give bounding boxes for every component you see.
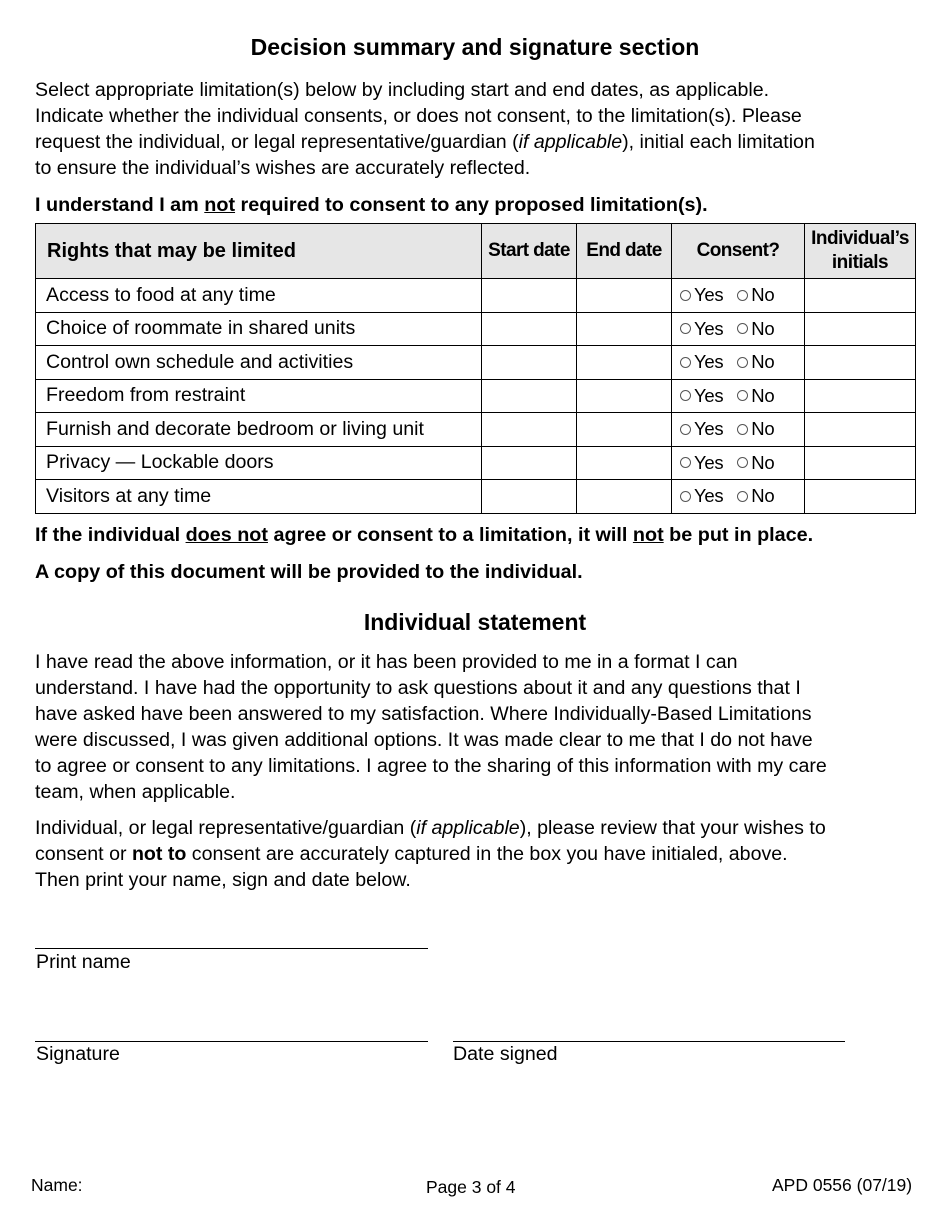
end-date-cell[interactable] [577, 446, 672, 480]
print-name-label: Print name [36, 951, 131, 973]
table-header-row [36, 224, 916, 279]
intro-line: request the individual, or legal representative/guardian ( [35, 131, 519, 153]
statement-line: were discussed, I was given additional options. It was made clear to me that I do not have [35, 729, 813, 751]
consent-no-option[interactable] [737, 452, 774, 474]
end-date-cell[interactable] [577, 312, 672, 346]
statement-line: ), please review that your wishes to [519, 817, 826, 839]
yes-label: Yes [694, 418, 724, 440]
consent-no-option[interactable] [737, 485, 774, 507]
end-date-cell[interactable] [577, 413, 672, 447]
header-consent: Consent? [672, 224, 805, 279]
radio-icon[interactable] [737, 491, 748, 502]
statement-line: understand. I have had the opportunity to ask questions about it and any questions that I [35, 677, 801, 699]
copy-notice: A copy of this document will be provided to the individual. [35, 561, 583, 583]
statement-line: team, when applicable. [35, 781, 236, 803]
print-name-field[interactable] [35, 948, 428, 949]
limitations-table [35, 223, 916, 514]
notice-text: be put in place. [663, 524, 814, 546]
table-row [36, 446, 916, 480]
start-date-cell[interactable] [482, 480, 577, 514]
no-label: No [751, 384, 775, 406]
statement-line: have asked have been answered to my satisfaction. Where Individually-Based Limitations [35, 703, 812, 725]
start-date-cell[interactable] [482, 379, 577, 413]
consent-options [672, 318, 804, 340]
intro-line: to ensure the individual’s wishes are accurately reflected. [35, 157, 531, 179]
table-row [36, 312, 916, 346]
consent-no-option[interactable] [737, 418, 774, 440]
table-row [36, 413, 916, 447]
yes-label: Yes [694, 485, 724, 507]
consent-no-option[interactable] [737, 318, 774, 340]
consent-no-option[interactable] [737, 351, 774, 373]
radio-icon[interactable] [680, 424, 691, 435]
start-date-cell[interactable] [482, 312, 577, 346]
statement-text: required to consent to any proposed limitation(s). [235, 194, 708, 216]
consent-options [672, 452, 804, 474]
consent-yes-option[interactable] [680, 452, 723, 474]
signature-label: Signature [36, 1043, 120, 1065]
consent-yes-option[interactable] [680, 385, 723, 407]
no-label: No [751, 317, 775, 339]
consent-cell [672, 279, 805, 313]
date-signed-label: Date signed [453, 1043, 558, 1065]
radio-icon[interactable] [737, 323, 748, 334]
start-date-cell[interactable] [482, 346, 577, 380]
statement-paragraph-2 [35, 815, 920, 893]
statement-underline: not [204, 194, 236, 216]
header-start-date: Start date [482, 224, 577, 279]
statement-line: Then print your name, sign and date below. [35, 869, 411, 891]
initials-cell[interactable] [805, 379, 916, 413]
individual-statement-title: Individual statement [363, 609, 587, 635]
radio-icon[interactable] [680, 457, 691, 468]
header-initials-line: Individual’s [811, 228, 909, 249]
statement-line: consent or [35, 843, 132, 865]
signature-field[interactable] [35, 1041, 428, 1042]
non-consent-notice [35, 523, 925, 547]
statement-emphasis: if applicable [416, 817, 520, 839]
consent-cell [672, 312, 805, 346]
no-label: No [751, 485, 775, 507]
statement-line: I have read the above information, or it has been provided to me in a format I can [35, 651, 738, 673]
intro-emphasis: if applicable [518, 131, 623, 153]
consent-no-option[interactable] [737, 385, 774, 407]
table-row [36, 480, 916, 514]
right-name: Furnish and decorate bedroom or living unit [36, 413, 482, 447]
statement-paragraph-1 [35, 649, 920, 805]
consent-options [672, 351, 804, 373]
start-date-cell[interactable] [482, 446, 577, 480]
consent-cell [672, 346, 805, 380]
right-name: Choice of roommate in shared units [36, 312, 482, 346]
statement-line: consent are accurately captured in the box you have initialed, above. [186, 843, 788, 865]
yes-label: Yes [694, 284, 724, 306]
table-row [36, 279, 916, 313]
statement-line: Individual, or legal representative/guardian ( [35, 817, 417, 839]
intro-paragraph [35, 77, 920, 181]
header-initials [805, 224, 916, 279]
no-label: No [751, 284, 775, 306]
yes-label: Yes [694, 384, 724, 406]
consent-yes-option[interactable] [680, 284, 723, 306]
radio-icon[interactable] [680, 390, 691, 401]
initials-cell[interactable] [805, 312, 916, 346]
consent-not-required-statement [35, 193, 925, 217]
notice-underline: not [632, 524, 664, 546]
radio-icon[interactable] [680, 323, 691, 334]
intro-line: Indicate whether the individual consents, or does not consent, to the limitation(s). Please [35, 105, 802, 127]
radio-icon[interactable] [680, 290, 691, 301]
radio-icon[interactable] [737, 424, 748, 435]
consent-cell [672, 413, 805, 447]
consent-options [672, 485, 804, 507]
consent-yes-option[interactable] [680, 351, 723, 373]
no-label: No [751, 451, 775, 473]
consent-cell [672, 379, 805, 413]
initials-cell[interactable] [805, 446, 916, 480]
initials-cell[interactable] [805, 480, 916, 514]
right-name: Privacy — Lockable doors [36, 446, 482, 480]
end-date-cell[interactable] [577, 379, 672, 413]
header-initials-line: initials [831, 252, 889, 273]
consent-options [672, 418, 804, 440]
right-name: Freedom from restraint [36, 379, 482, 413]
intro-line: Select appropriate limitation(s) below by including start and end dates, as applicable. [35, 79, 770, 101]
radio-icon[interactable] [680, 357, 691, 368]
no-label: No [751, 418, 775, 440]
consent-yes-option[interactable] [680, 485, 723, 507]
no-label: No [751, 351, 775, 373]
consent-options [672, 284, 804, 306]
radio-icon[interactable] [737, 457, 748, 468]
footer-name-label: Name: [31, 1175, 83, 1195]
right-name: Access to food at any time [36, 279, 482, 313]
page-title: Decision summary and signature section [250, 34, 700, 60]
statement-bold: not to [131, 843, 187, 865]
radio-icon[interactable] [680, 491, 691, 502]
notice-underline: does not [185, 524, 268, 546]
initials-cell[interactable] [805, 279, 916, 313]
footer-form-id: APD 0556 (07/19) [772, 1175, 913, 1195]
consent-yes-option[interactable] [680, 418, 723, 440]
statement-text: I understand I am [35, 194, 205, 216]
notice-text: If the individual [35, 524, 186, 546]
consent-yes-option[interactable] [680, 318, 723, 340]
table-row [36, 346, 916, 380]
initials-cell[interactable] [805, 346, 916, 380]
right-name: Visitors at any time [36, 480, 482, 514]
yes-label: Yes [694, 451, 724, 473]
yes-label: Yes [694, 351, 724, 373]
yes-label: Yes [694, 317, 724, 339]
header-rights: Rights that may be limited [36, 224, 482, 279]
end-date-cell[interactable] [577, 279, 672, 313]
consent-no-option[interactable] [737, 284, 774, 306]
radio-icon[interactable] [737, 290, 748, 301]
header-end-date: End date [577, 224, 672, 279]
start-date-cell[interactable] [482, 413, 577, 447]
end-date-cell[interactable] [577, 480, 672, 514]
consent-options [672, 385, 804, 407]
date-signed-field[interactable] [453, 1041, 845, 1042]
right-name: Control own schedule and activities [36, 346, 482, 380]
end-date-cell[interactable] [577, 346, 672, 380]
initials-cell[interactable] [805, 413, 916, 447]
intro-line: ), initial each limitation [622, 131, 815, 153]
radio-icon[interactable] [737, 357, 748, 368]
consent-cell [672, 480, 805, 514]
consent-cell [672, 446, 805, 480]
statement-line: to agree or consent to any limitations. I agree to the sharing of this information with my care [35, 755, 827, 777]
notice-text: agree or consent to a limitation, it will [267, 524, 633, 546]
footer-page-number: Page 3 of 4 [426, 1177, 516, 1197]
radio-icon[interactable] [737, 390, 748, 401]
start-date-cell[interactable] [482, 279, 577, 313]
table-row [36, 379, 916, 413]
